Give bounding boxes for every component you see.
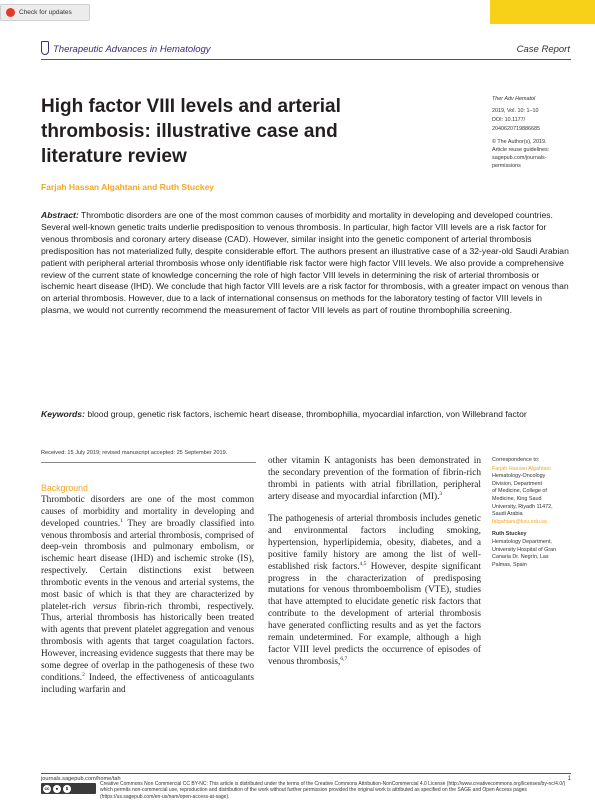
update-icon	[6, 8, 15, 17]
text-run: Thrombotic disorders are one of the most common causes of morbidity and mortality in developing and developed countries.	[41, 495, 254, 529]
correspondence-address: Hematology-Oncology Division, Department of Medicine, College of Medicine, King Saud University, Riyadh 11472, Saudi Arabia	[492, 473, 553, 518]
keywords-text: blood group, genetic risk factors, ischemic heart disease, thrombophilia, myocardial infarction, von Willebrand factor	[87, 409, 527, 419]
journal-abbrev: Ther Adv Hematol	[492, 96, 536, 102]
cc-icon: cc	[44, 786, 50, 791]
coauthor-address: Hematology Department, University Hospital of Gran Canaria Dr. Negrín, Las Palmas, Spain	[492, 538, 557, 568]
journal-title: Therapeutic Advances in Hematology	[53, 44, 211, 55]
correspondence-block	[492, 457, 572, 569]
text-run: However, despite significant progress in the characterization of predisposing mutations for venous thromboembolism (VTE), studies that have attempted to elucidate genetic risk factors that contribute to the development of arterial thrombosis have generated conflicting results and as yet the factors remain undetermined. For example, although a high factor VIII level predicts the occurrence of episodes of venous thrombosis,	[268, 561, 481, 667]
footer-divider	[41, 773, 571, 774]
journal-url[interactable]: journals.sagepub.com/home/tah	[41, 776, 121, 782]
volume-info: 2019, Vol. 10: 1–10	[492, 108, 539, 115]
body-column-right	[268, 456, 481, 668]
corner-tab	[490, 0, 595, 24]
journal-logo-icon	[41, 41, 49, 55]
citation[interactable]: 2	[82, 671, 85, 678]
check-for-updates-label: Check for updates	[19, 9, 72, 16]
citation[interactable]: 3	[439, 490, 443, 497]
cc-license-badge[interactable]	[41, 783, 96, 794]
page-number: 1	[567, 776, 571, 782]
correspondence-name: Farjah Hassan Algahtani	[492, 465, 551, 472]
header-divider	[41, 59, 571, 60]
text-run: fibrin-rich thrombi, respectively. Thus, arterial thrombosis has historically been treated with agents that prevent platelet aggregation and venous thrombosis with agents that target coagulation factors. However, increasing evidence suggests that there may be some degree of overlap in the pathogenesis of these two conditions.	[41, 601, 254, 683]
section-heading-background: Background	[41, 483, 88, 493]
copyright-notice: © The Author(s), 2019. Article reuse guidelines: sagepub.com/journals- permissions	[492, 138, 550, 170]
citation[interactable]: 4,5	[359, 560, 367, 567]
text-run: The pathogenesis of arterial thrombosis includes genetic and environmental factors including smoking, hypertension, hyperlipidemia, obesity, diabetes, and a positive family history are among the list of well-established risk factors.	[268, 514, 481, 572]
section-divider	[41, 462, 256, 463]
correspondence-heading: Correspondence to:	[492, 457, 540, 463]
text-run: Indeed, the effectiveness of anticoagulants including warfarin and	[41, 672, 254, 695]
keywords	[41, 409, 571, 421]
paragraph	[268, 514, 481, 668]
text-run: other vitamin K antagonists has been demonstrated in the secondary prevention of the formation of fibrin-rich thrombi in patients with atrial fibrillation, peripheral artery disease and myocardial infarction (MI).	[268, 456, 481, 502]
abstract	[41, 210, 571, 317]
received-dates: Received: 15 July 2019; revised manuscript accepted: 25 September 2019.	[41, 450, 228, 456]
correspondence-email[interactable]: falgahtani@ksu.edu.sa	[492, 518, 547, 525]
citation[interactable]: 1	[120, 517, 123, 524]
nc-icon: $	[63, 785, 71, 793]
by-icon: ●	[53, 785, 61, 793]
article-type: Case Report	[516, 44, 570, 55]
article-title: High factor VIII levels and arterial thrombosis: illustrative case and literature review	[41, 96, 341, 167]
coauthor-name: Ruth Stuckey	[492, 531, 527, 538]
license-text: Creative Commons Non Commercial CC BY-NC: This article is distributed under the terms of the Creative Commons Attribution-NonCommercial 4.0 License (http://www.creativecommons.org/licenses/by-nc/4.0/) which permits non-commercial use, reproduction and distribution of the work without further permission provided the original work is attributed as specified on the SAGE and Open Access pages (https://us.sagepub.com/en-us/nam/open-access-at-sage).	[100, 781, 566, 800]
check-for-updates-button[interactable]	[0, 4, 90, 21]
author-list: Farjah Hassan Algahtani and Ruth Stuckey	[41, 182, 215, 192]
body-column-left	[41, 495, 254, 696]
abstract-label: Abstract:	[41, 210, 79, 220]
abstract-text: Thrombotic disorders are one of the most common causes of morbidity and mortality in developing and developed countries. Several well-known genetic traits underlie predisposition to venous thrombosis. In particular, high factor VIII levels are a risk factor for venous thrombosis and coronary artery disease (CAD). However, similar insight into the genetic component of arterial thrombosis predisposition has not materialized fully, despite considerable effort. The authors present an illustrative case of a 32-year-old Saudi Arabian patient with peripheral arterial thrombosis whose only identifiable risk factor were high factor VIII levels. We also provide a comprehensive review of the current state of knowledge concerning the role of high factor VIII levels in determining the risk of arterial thrombosis or ischemic heart disease (IHD). We conclude that high factor VIII levels are a risk factor for thrombosis, with a greater impact on venous than on arterial thrombosis. However, due to a lack of international consensus on methods for the laboratory testing of factor VIII levels in plasma, we would not currently recommend the measurement of factor VIII levels as part of routine thrombophilia screening.	[41, 210, 569, 316]
doi[interactable]: DOI: 10.1177/ 2040620719886685	[492, 117, 540, 132]
paragraph	[41, 495, 254, 696]
text-run-italic: versus	[92, 601, 117, 612]
paragraph	[268, 456, 481, 503]
citation[interactable]: 6,7	[340, 655, 348, 662]
keywords-label: Keywords:	[41, 409, 85, 419]
text-run: They are broadly classified into venous thrombosis and arterial thrombosis, comprised of deep-vein thrombosis and pulmonary embolism, or ischemic heart disease (IHD) and ischemic stroke (IS), respectively. Certain distinctions exist between thrombotic events in the venous and arterial systems, the most basic of which is that they are characterized by platelet-rich	[41, 518, 254, 612]
article-meta	[492, 95, 572, 171]
